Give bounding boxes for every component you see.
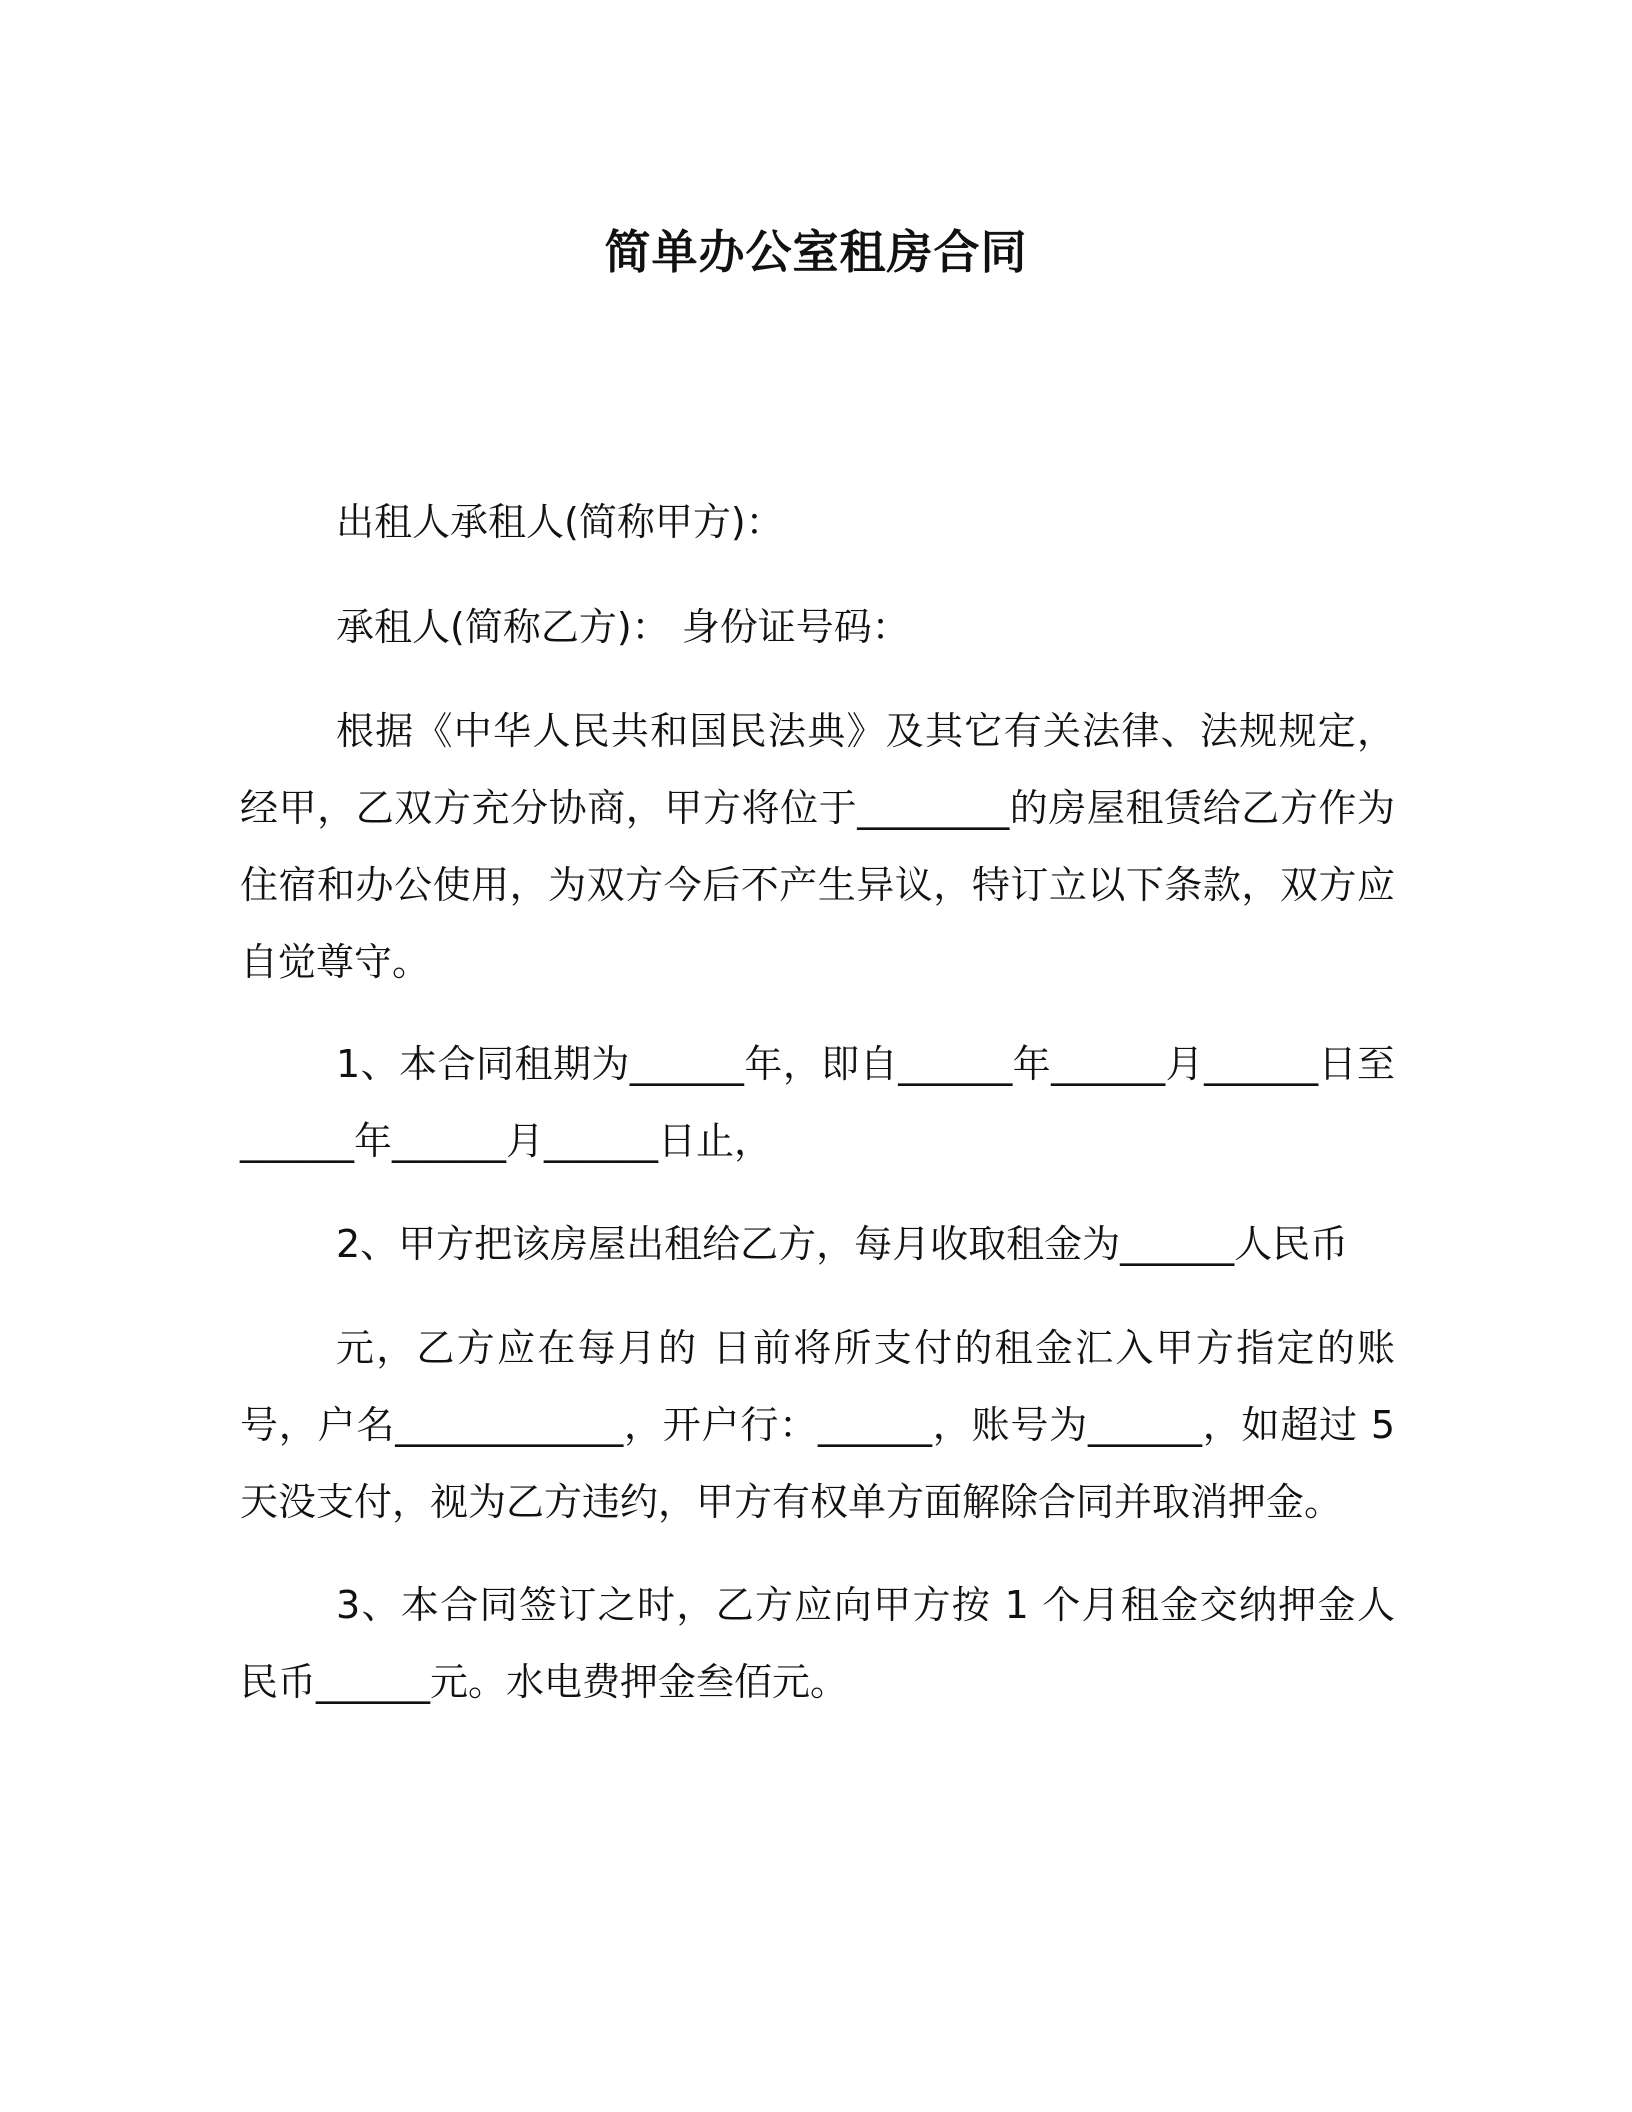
preamble-paragraph: 根据《中华人民共和国民法典》及其它有关法律、法规规定，经甲，乙双方充分协商，甲方将位于________的房屋租赁给乙方作为住宿和办公使用，为双方今后不产生异议，特订立以下条款，双方应自觉尊守。 [240,709,1395,984]
clause-3-deposit: 3、本合同签订之时，乙方应向甲方按 1 个月租金交纳押金人民币______元。水电费押金叁佰元。 [240,1583,1395,1704]
lessee-line: 承租人(简称乙方)： 身份证号码： [336,605,910,649]
lessor-line: 出租人承租人(简称甲方)： [336,500,784,544]
clause-2-payment: 元，乙方应在每月的 日前将所支付的租金汇入甲方指定的账号，户名____________，开户行：______，账号为______，如超过 5 天没支付，视为乙方违约，甲方有权单方面解除合同并取消押金。 [240,1326,1395,1524]
document-title: 简单办公室租房合同 [604,225,1028,279]
clause-2-rent: 2、甲方把该房屋出租给乙方，每月收取租金为______人民币 [336,1222,1349,1266]
clause-1-term: 1、本合同租期为______年，即自______年______月______日至______年______月______日止， [240,1042,1395,1163]
